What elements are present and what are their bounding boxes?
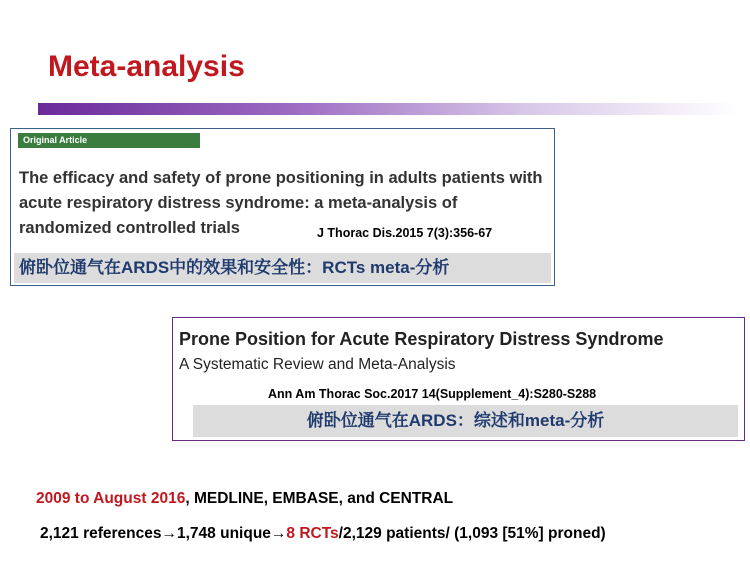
citation-aats: Ann Am Thorac Soc.2017 14(Supplement_4):S280-S288 xyxy=(268,387,597,401)
patients-count: /2,129 patients/ (1,093 [51%] proned) xyxy=(338,525,606,542)
title-gradient-rule xyxy=(38,103,738,115)
chinese-summary-aats: 俯卧位通气在ARDS：综述和meta-分析 xyxy=(193,405,738,437)
article-subtitle-aats: A Systematic Review and Meta-Analysis xyxy=(179,356,456,373)
original-article-badge: Original Article xyxy=(18,133,200,148)
search-databases: , MEDLINE, EMBASE, and CENTRAL xyxy=(185,490,454,507)
search-period: 2009 to August 2016 xyxy=(36,490,186,507)
citation-jtd: J Thorac Dis.2015 7(3):356-67 xyxy=(317,226,493,240)
article-title-aats: Prone Position for Acute Respiratory Distress Syndrome xyxy=(179,329,664,349)
search-period-line xyxy=(36,490,453,508)
references-count: 2,121 references→1,748 unique→ xyxy=(40,525,287,542)
slide-title: Meta-analysis xyxy=(48,50,245,83)
chinese-summary-jtd: 俯卧位通气在ARDS中的效果和安全性：RCTs meta-分析 xyxy=(14,253,551,283)
rct-count: 8 RCTs xyxy=(286,525,339,542)
results-line xyxy=(40,525,606,543)
article-title-jtd: The efficacy and safety of prone positioning in adults patients with acute respiratory distress syndrome: a meta-analysis of randomized controlled trials xyxy=(19,169,543,237)
